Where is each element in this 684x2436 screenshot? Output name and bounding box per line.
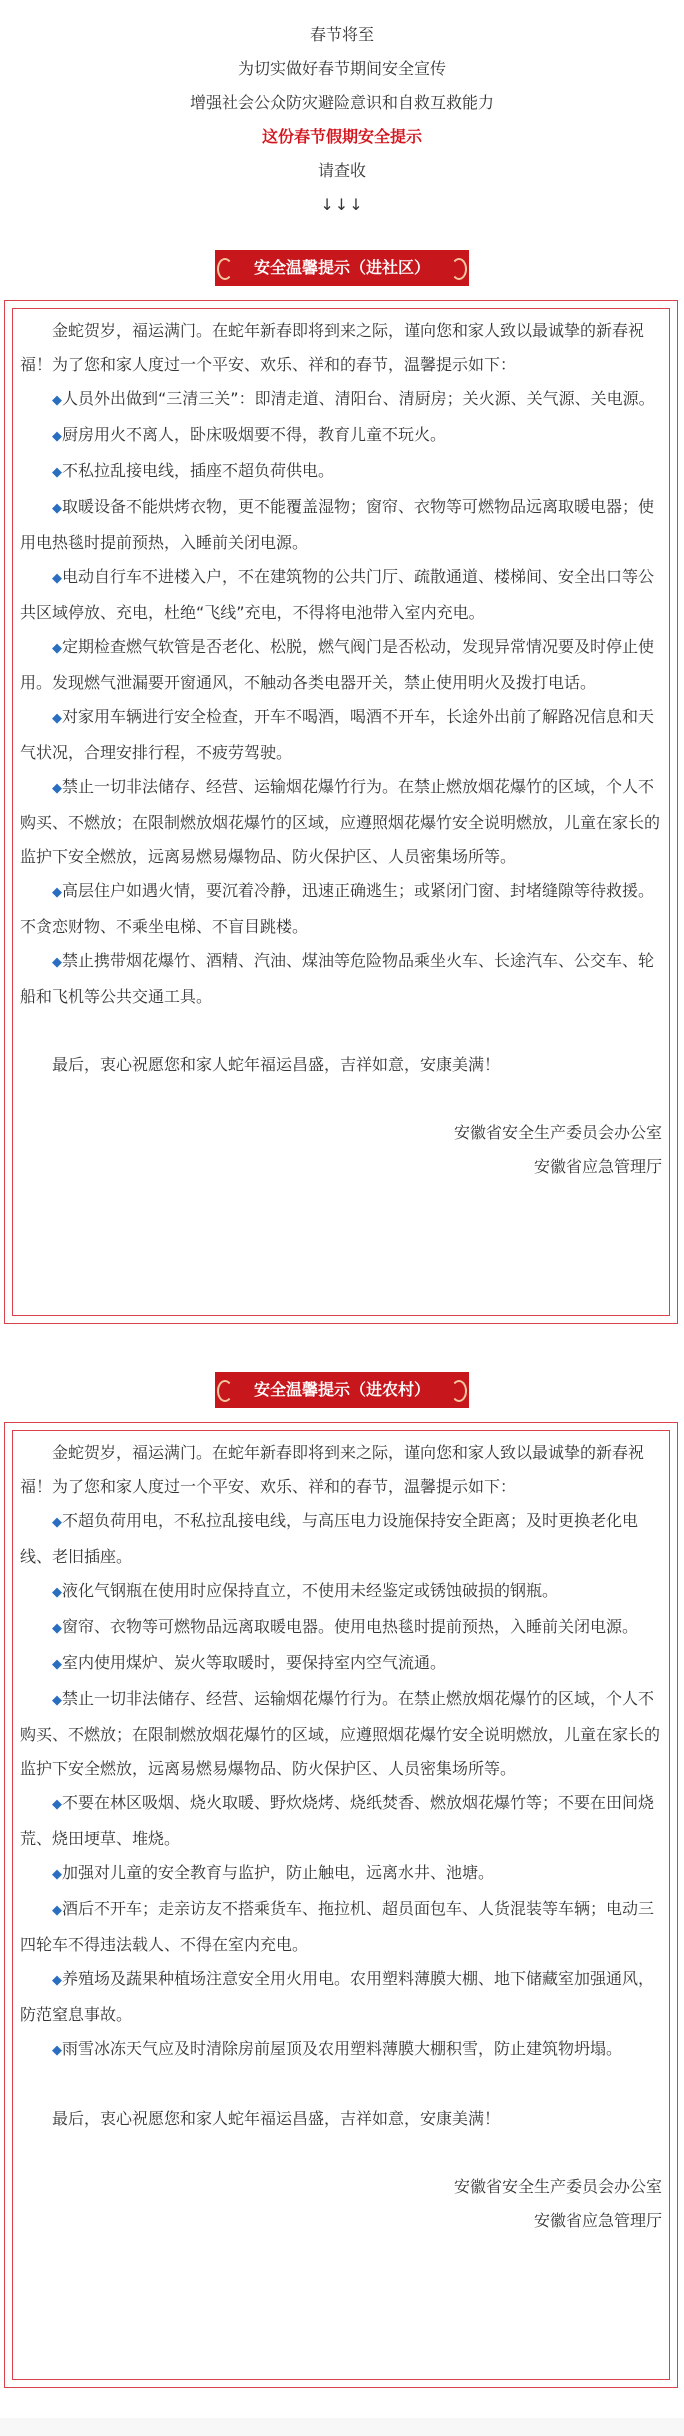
lead-paragraph: 金蛇贺岁，福运满门。在蛇年新春即将到来之际，谨向您和家人致以最诚挚的新春祝福！为了您和家人度过一个平安、欢乐、祥和的春节，温馨提示如下： <box>20 1443 645 1496</box>
banner-ornament-right-icon <box>447 250 469 286</box>
list-item: ◆养殖场及蔬果种植场注意安全用火用电。农用塑料薄膜大棚、地下储藏室加强通风，防范窒息事故。 <box>20 1969 655 2024</box>
diamond-bullet-icon: ◆ <box>52 885 62 900</box>
intro-line-2: 为切实做好春节期间安全宣传 <box>237 59 446 78</box>
down-arrows-icon: ↓↓↓ <box>320 195 364 214</box>
diamond-bullet-icon: ◆ <box>52 711 62 726</box>
section-content <box>20 1436 662 2238</box>
diamond-bullet-icon: ◆ <box>52 429 62 444</box>
signature-department: 安徽省应急管理厅 <box>533 2211 662 2230</box>
list-item: ◆电动自行车不进楼入户，不在建筑物的公共门厅、疏散通道、楼梯间、安全出口等公共区域停放、充电，杜绝“飞线”充电，不得将电池带入室内充电。 <box>20 567 655 622</box>
diamond-bullet-icon: ◆ <box>52 1797 62 1812</box>
closing-paragraph: 最后，衷心祝愿您和家人蛇年福运昌盛，吉祥如意，安康美满！ <box>52 1055 501 1074</box>
list-item: ◆厨房用火不离人，卧床吸烟要不得，教育儿童不玩火。 <box>52 425 447 444</box>
section-content <box>20 314 662 1184</box>
diamond-bullet-icon: ◆ <box>52 1973 62 1988</box>
banner-community <box>215 250 469 286</box>
diamond-bullet-icon: ◆ <box>52 641 62 656</box>
intro-line-3: 增强社会公众防灾避险意识和自救互救能力 <box>189 93 494 112</box>
lead-paragraph: 金蛇贺岁，福运满门。在蛇年新春即将到来之际，谨向您和家人致以最诚挚的新春祝福！为了您和家人度过一个平安、欢乐、祥和的春节，温馨提示如下： <box>20 321 645 374</box>
list-item: ◆禁止一切非法储存、经营、运输烟花爆竹行为。在禁止燃放烟花爆竹的区域，个人不购买、不燃放；在限制燃放烟花爆竹的区域，应遵照烟花爆竹安全说明燃放，儿童在家长的监护下安全燃放，远离易燃易爆物品、防火保护区、人员密集场所等。 <box>20 1689 661 1778</box>
signature-office: 安徽省安全生产委员会办公室 <box>453 2177 662 2196</box>
diamond-bullet-icon: ◆ <box>52 1867 62 1882</box>
list-item: ◆对家用车辆进行安全检查，开车不喝酒，喝酒不开车，长途外出前了解路况信息和天气状况，合理安排行程，不疲劳驾驶。 <box>20 707 655 762</box>
section-community <box>4 300 678 1324</box>
diamond-bullet-icon: ◆ <box>52 465 62 480</box>
banner-title: 安全温馨提示（进社区） <box>253 258 430 277</box>
intro-block <box>0 18 684 222</box>
list-item: ◆不私拉乱接电线，插座不超负荷供电。 <box>52 461 335 480</box>
diamond-bullet-icon: ◆ <box>52 571 62 586</box>
section-rural <box>4 1422 678 2388</box>
closing-paragraph: 最后，衷心祝愿您和家人蛇年福运昌盛，吉祥如意，安康美满！ <box>52 2109 501 2128</box>
list-item: ◆不要在林区吸烟、烧火取暖、野炊烧烤、烧纸焚香、燃放烟花爆竹等；不要在田间烧荒、烧田埂草、堆烧。 <box>20 1793 655 1848</box>
banner-title: 安全温馨提示（进农村） <box>253 1380 430 1399</box>
list-item: ◆窗帘、衣物等可燃物品远离取暖电器。使用电热毯时提前预热，入睡前关闭电源。 <box>52 1617 639 1636</box>
list-item: ◆不超负荷用电，不私拉乱接电线，与高压电力设施保持安全距离；及时更换老化电线、老旧插座。 <box>20 1511 639 1566</box>
list-item: ◆禁止携带烟花爆竹、酒精、汽油、煤油等危险物品乘坐火车、长途汽车、公交车、轮船和飞机等公共交通工具。 <box>20 951 655 1006</box>
diamond-bullet-icon: ◆ <box>52 1585 62 1600</box>
diamond-bullet-icon: ◆ <box>52 1515 62 1530</box>
list-item: ◆取暖设备不能烘烤衣物，更不能覆盖湿物；窗帘、衣物等可燃物品远离取暖电器；使用电热毯时提前预热，入睡前关闭电源。 <box>20 497 655 552</box>
intro-line-5: 请查收 <box>317 161 366 180</box>
banner-ornament-left-icon <box>215 250 237 286</box>
diamond-bullet-icon: ◆ <box>52 501 62 516</box>
banner-ornament-left-icon <box>215 1372 237 1408</box>
diamond-bullet-icon: ◆ <box>52 1621 62 1636</box>
footer-bar <box>0 2418 684 2436</box>
list-item: ◆人员外出做到“三清三关”：即清走道、清阳台、清厨房；关火源、关气源、关电源。 <box>52 389 655 408</box>
diamond-bullet-icon: ◆ <box>52 2043 62 2058</box>
diamond-bullet-icon: ◆ <box>52 1903 62 1918</box>
intro-highlight: 这份春节假期安全提示 <box>261 127 422 146</box>
diamond-bullet-icon: ◆ <box>52 1657 62 1672</box>
banner-rural <box>215 1372 469 1408</box>
intro-line-1: 春节将至 <box>309 25 374 44</box>
diamond-bullet-icon: ◆ <box>52 955 62 970</box>
list-item: ◆雨雪冰冻天气应及时清除房前屋顶及农用塑料薄膜大棚积雪，防止建筑物坍塌。 <box>52 2039 623 2058</box>
diamond-bullet-icon: ◆ <box>52 1693 62 1708</box>
list-item: ◆液化气钢瓶在使用时应保持直立，不使用未经鉴定或锈蚀破损的钢瓶。 <box>52 1581 559 1600</box>
list-item: ◆室内使用煤炉、炭火等取暖时，要保持室内空气流通。 <box>52 1653 447 1672</box>
signature-office: 安徽省安全生产委员会办公室 <box>453 1123 662 1142</box>
diamond-bullet-icon: ◆ <box>52 781 62 796</box>
diamond-bullet-icon: ◆ <box>52 393 62 408</box>
list-item: ◆禁止一切非法储存、经营、运输烟花爆竹行为。在禁止燃放烟花爆竹的区域，个人不购买、不燃放；在限制燃放烟花爆竹的区域，应遵照烟花爆竹安全说明燃放，儿童在家长的监护下安全燃放，远离易燃易爆物品、防火保护区、人员密集场所等。 <box>20 777 661 866</box>
signature-department: 安徽省应急管理厅 <box>533 1157 662 1176</box>
banner-ornament-right-icon <box>447 1372 469 1408</box>
list-item: ◆定期检查燃气软管是否老化、松脱，燃气阀门是否松动，发现异常情况要及时停止使用。发现燃气泄漏要开窗通风，不触动各类电器开关，禁止使用明火及拨打电话。 <box>20 637 655 692</box>
list-item: ◆加强对儿童的安全教育与监护，防止触电，远离水井、池塘。 <box>52 1863 495 1882</box>
list-item: ◆酒后不开车；走亲访友不搭乘货车、拖拉机、超员面包车、人货混装等车辆；电动三四轮车不得违法载人、不得在室内充电。 <box>20 1899 655 1954</box>
list-item: ◆高层住户如遇火情，要沉着冷静，迅速正确逃生；或紧闭门窗、封堵缝隙等待救援。不贪恋财物、不乘坐电梯、不盲目跳楼。 <box>20 881 655 936</box>
